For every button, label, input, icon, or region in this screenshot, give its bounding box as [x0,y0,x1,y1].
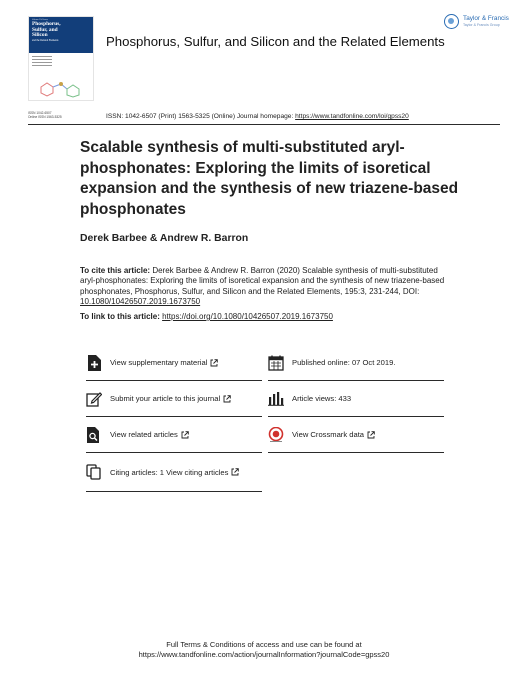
citing-articles-link[interactable]: Citing articles: 1 View citing articles [86,453,262,492]
search-document-icon [86,427,102,443]
submit-article-link[interactable]: Submit your article to this journal [86,381,262,417]
external-link-icon [223,395,231,403]
crossmark-link[interactable]: View Crossmark data [268,417,444,453]
crossmark-icon [268,427,284,443]
journal-cover [28,16,94,101]
article-link-line [80,312,333,321]
citation-doi-link[interactable]: 10.1080/10426507.2019.1673750 [80,296,201,306]
citation-text: Derek Barbee & Andrew R. Barron (2020) Scalable synthesis of multi-substituted aryl-phosphonates: Exploring the limits of isoretical expansion and the synthesis of new triazene-based phosphonates, Phosphorus, Sulfur, and Silicon and the Related Elements, 195:3, 231-244, DOI: [80,266,445,296]
external-link-icon [231,468,239,476]
publisher-subname: Taylor & Francis Group [463,23,500,27]
cover-text-lines [32,56,52,68]
publisher-logo[interactable] [444,14,514,34]
cover-volume: Volume 194 Issue [32,19,48,21]
cover-subtitle: and the Related Elements [32,38,59,42]
add-file-icon [86,355,102,371]
cover-caption: ISSN 1042-6507 Online ISSN 1563-5325 [28,111,62,119]
copy-document-icon [86,464,102,480]
cover-title-band [29,17,93,53]
issn-line: ISSN: 1042-6507 (Print) 1563-5325 (Online) Journal homepage: https://www.tandfonline.com/loi/gpss20 [106,113,409,120]
terms-notice: Full Terms & Conditions of access and use can be found at [166,640,362,649]
cover-title-line: Phosphorus, [32,21,61,27]
external-link-icon [181,431,189,439]
citation-label: To cite this article: [80,266,151,275]
calendar-icon [268,355,284,371]
article-doi-link[interactable]: https://doi.org/10.1080/10426507.2019.1673750 [162,312,333,321]
publisher-logo-icon [444,14,459,29]
journal-title: Phosphorus, Sulfur, and Silicon and the Related Elements [106,34,445,49]
external-link-icon [210,359,218,367]
journal-homepage-link[interactable]: https://www.tandfonline.com/loi/gpss20 [295,113,409,120]
terms-link[interactable]: https://www.tandfonline.com/action/journalInformation?journalCode=gpss20 [138,650,390,659]
article-views-info: Article views: 433 [268,381,444,417]
cover-title-line: Silicon [32,32,48,39]
bar-chart-icon [268,391,284,407]
article-link-label: To link to this article: [80,312,163,321]
related-articles-link[interactable]: View related articles [86,417,262,453]
edit-icon [86,391,102,407]
publisher-name: Taylor & Francis [463,15,509,22]
article-title: Scalable synthesis of multi-substituted aryl-phosphonates: Exploring the limits of isoretical expansion and the synthesis of new triazene-based phosphonates [80,139,459,218]
published-online-info: Published online: 07 Oct 2019. [268,345,444,381]
supplementary-material-link[interactable]: View supplementary material [86,345,262,381]
cover-title-line: Sulfur, and [32,26,58,33]
header-divider [28,124,500,125]
citation-block [80,266,452,307]
cover-molecule-image [37,75,87,99]
external-link-icon [367,431,375,439]
article-authors: Derek Barbee & Andrew R. Barron [80,233,249,244]
